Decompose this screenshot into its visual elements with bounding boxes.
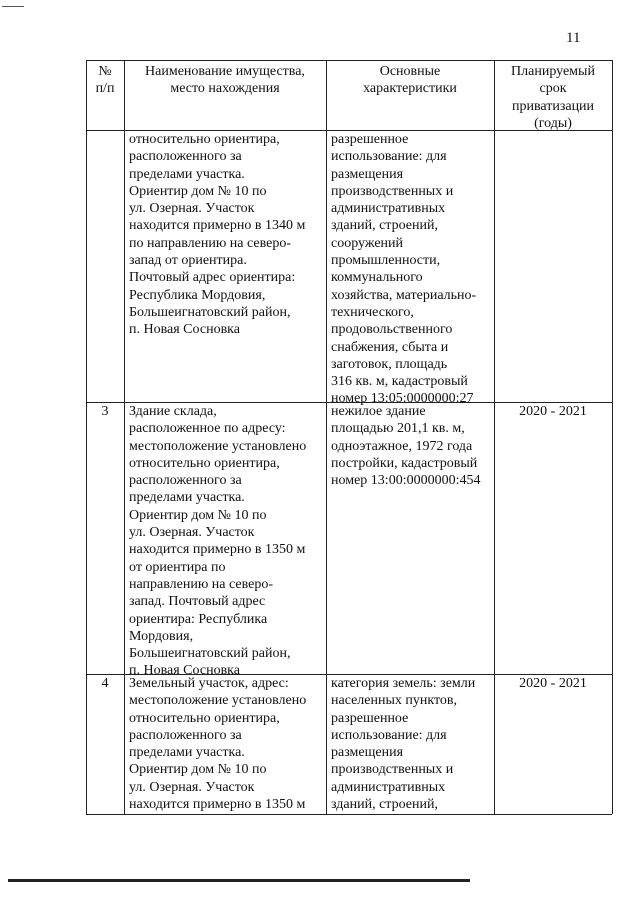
row-3-num: 4: [101, 676, 109, 691]
row-2-name: Здание склада, расположенное по адресу: местоположение установлено относительно ориентира, расположенного за пределами участка. Ориентир дом № 10 по ул. Озерная. Участок находится примерно в 1350 м от ориентира по направлению на северо- запад. Почтовый адрес ориентира: Республика Мордовия, Большеигнатовский район, п. Новая Сосновка: [129, 404, 307, 679]
corner-scan-mark: [2, 6, 24, 8]
header-characteristics: Основные характеристики: [363, 64, 457, 97]
row-1-characteristics: разрешенное использование: для размещения производственных и административных зданий, строений, сооружений промышленности, коммунального хозяйства, материально- технического, продовольственного снабжения, сбыта и заготовок, площадь 316 кв. м, кадастровый номер 13:05:0000000:27: [331, 132, 477, 407]
table-border-top: [86, 60, 612, 61]
header-num: № п/п: [95, 64, 115, 97]
row-3-term: 2020 - 2021: [519, 676, 587, 691]
privatization-table: [86, 60, 612, 814]
page-number: 11: [566, 30, 581, 46]
page-bottom-rule: [8, 879, 470, 882]
row-3-characteristics: категория земель: земли населенных пунктов, разрешенное использование: для размещения производственных и административных зданий, строений,: [331, 676, 476, 813]
row-2-characteristics: нежилое здание площадью 201,1 кв. м, одноэтажное, 1972 года постройки, кадастровый номер 13:00:0000000:454: [331, 404, 481, 489]
row-3-name: Земельный участок, адрес: местоположение установлено относительно ориентира, расположенного за пределами участка. Ориентир дом № 10 по ул. Озерная. Участок находится примерно в 1350 м: [129, 676, 307, 813]
table-border-bottom: [86, 814, 612, 815]
table-border-left: [86, 60, 87, 814]
row-1-name: относительно ориентира, расположенного за пределами участка. Ориентир дом № 10 по ул. Озерная. Участок находится примерно в 1340 м по направлению на северо- запад от ориентира. Почтовый адрес ориентира: Республика Мордовия, Большеигнатовский район, п. Новая Сосновка: [129, 132, 306, 338]
col-divider-2: [326, 60, 327, 814]
header-name: Наименование имущества, место нахождения: [145, 64, 305, 97]
row-2-term: 2020 - 2021: [519, 404, 587, 419]
col-divider-1: [124, 60, 125, 814]
row-2-num: 3: [101, 404, 109, 419]
table-border-right: [612, 60, 613, 814]
header-term: Планируемый срок приватизации (годы): [511, 64, 595, 131]
col-divider-3: [494, 60, 495, 814]
